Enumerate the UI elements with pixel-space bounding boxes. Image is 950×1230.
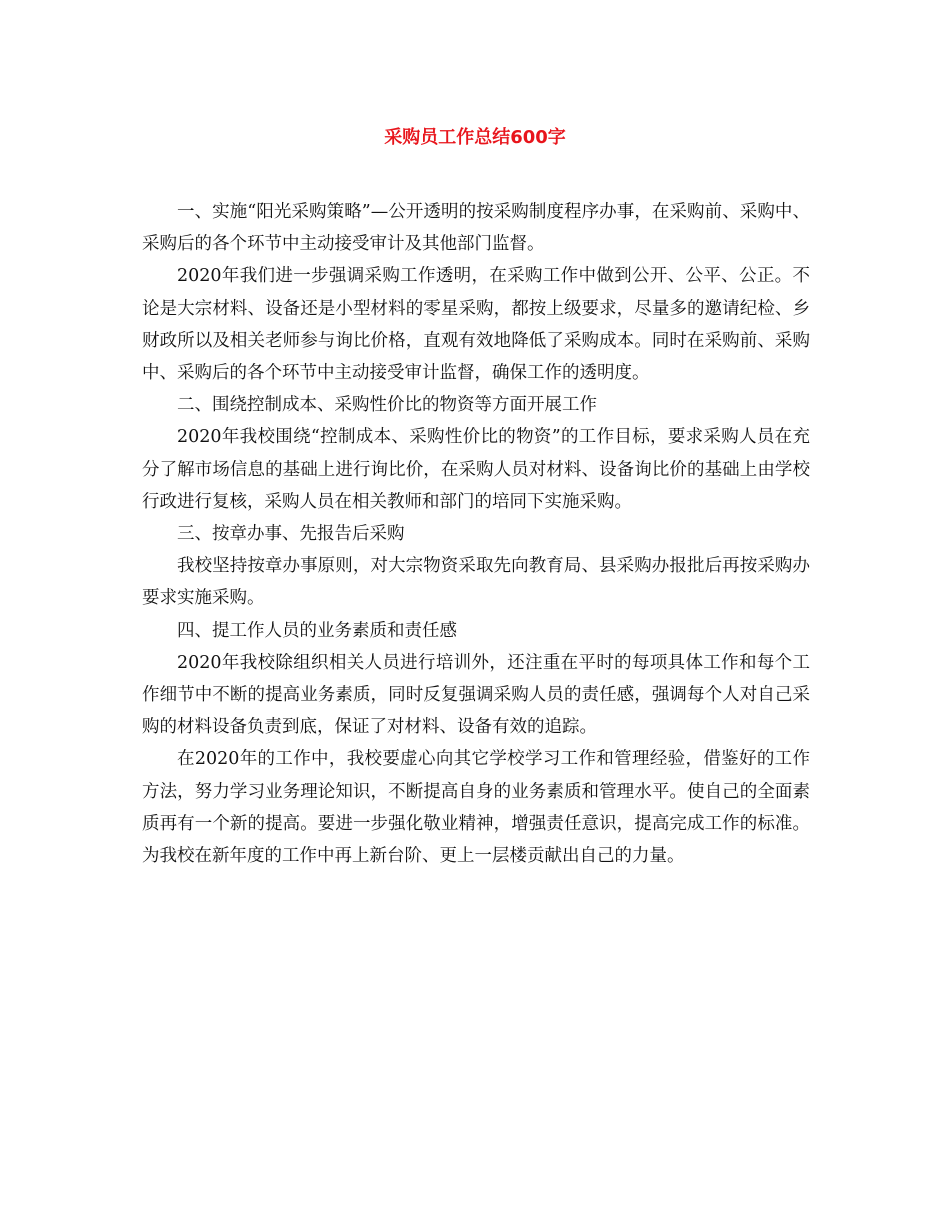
paragraph: 我校坚持按章办事原则，对大宗物资采取先向教育局、县采购办报批后再按采购办要求实施采购。 [142, 556, 810, 609]
paragraph: 2020年我们进一步强调采购工作透明，在采购工作中做到公开、公平、公正。不论是大宗材料、设备还是小型材料的零星采购，都按上级要求，尽量多的邀请纪检、乡财政所以及相关老师参与询比价格，直观有效地降低了采购成本。同时在采购前、采购中、采购后的各个环节中主动接受审计监督，确保工作的透明度。 [142, 266, 810, 384]
paragraph: 一、实施“阳光采购策略”—公开透明的按采购制度程序办事，在采购前、采购中、采购后的各个环节中主动接受审计及其他部门监督。 [142, 202, 810, 255]
document-body [142, 196, 810, 872]
paragraph: 2020年我校除组织相关人员进行培训外，还注重在平时的每项具体工作和每个工作细节中不断的提高业务素质，同时反复强调采购人员的责任感，强调每个人对自己采购的材料设备负责到底，保证了对材料、设备有效的追踪。 [142, 652, 810, 738]
section-heading: 二、围绕控制成本、采购性价比的物资等方面开展工作 [177, 395, 597, 416]
document-title: 采购员工作总结600字 [384, 127, 566, 148]
section-heading: 四、提工作人员的业务素质和责任感 [177, 620, 457, 641]
section-heading: 三、按章办事、先报告后采购 [177, 524, 405, 545]
paragraph: 在2020年的工作中，我校要虚心向其它学校学习工作和管理经验，借鉴好的工作方法，努力学习业务理论知识，不断提高自身的业务素质和管理水平。使自己的全面素质再有一个新的提高。要进一步强化敬业精神，增强责任意识，提高完成工作的标准。为我校在新年度的工作中再上新台阶、更上一层楼贡献出自己的力量。 [142, 749, 810, 867]
paragraph: 2020年我校围绕“控制成本、采购性价比的物资”的工作目标，要求采购人员在充分了解市场信息的基础上进行询比价，在采购人员对材料、设备询比价的基础上由学校行政进行复核，采购人员在相关教师和部门的培同下实施采购。 [142, 427, 810, 512]
